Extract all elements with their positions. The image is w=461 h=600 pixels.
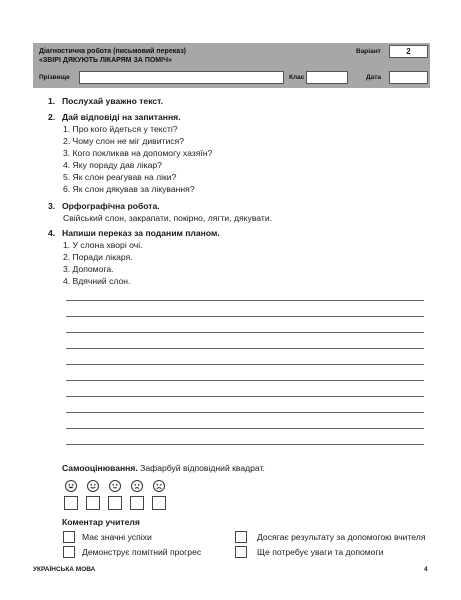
- question-item: 5. Як слон реагував на ліки?: [63, 172, 177, 182]
- task-number: 1.: [48, 96, 56, 106]
- plan-item: 2. Поради лікаря.: [63, 252, 133, 262]
- writing-line[interactable]: [66, 412, 424, 413]
- writing-line[interactable]: [66, 316, 424, 317]
- date-label: Дата: [366, 74, 382, 81]
- comment-checkbox[interactable]: [63, 531, 75, 543]
- big-smile-icon: [65, 480, 77, 492]
- crying-face-icon: [153, 480, 165, 492]
- writing-line[interactable]: [66, 380, 424, 381]
- spelling-words: Свійський слон, закрапати, покірно, лягти, дякувати.: [63, 213, 273, 223]
- writing-line[interactable]: [66, 364, 424, 365]
- variant-field: [389, 45, 428, 58]
- task-number: 3.: [48, 201, 56, 211]
- neutral-face-icon: [109, 480, 121, 492]
- plan-item: 4. Вдячний слон.: [63, 276, 131, 286]
- class-field[interactable]: [306, 71, 348, 84]
- assessment-square[interactable]: [130, 496, 144, 510]
- comment-checkbox[interactable]: [63, 546, 75, 558]
- sad-face-icon: [131, 480, 143, 492]
- writing-line[interactable]: [66, 348, 424, 349]
- writing-line[interactable]: [66, 300, 424, 301]
- writing-line[interactable]: [66, 444, 424, 445]
- task-title: Дай відповіді на запитання.: [62, 112, 181, 122]
- page-number: 4: [424, 566, 428, 573]
- self-assessment-text: Зафарбуй відповідний квадрат.: [137, 463, 265, 473]
- assessment-square[interactable]: [152, 496, 166, 510]
- assessment-square[interactable]: [64, 496, 78, 510]
- comment-option-label: Досягає результату за допомогою вчителя: [257, 532, 426, 542]
- surname-field[interactable]: [79, 71, 284, 84]
- work-type: Діагностична робота (письмовий переказ): [39, 48, 187, 55]
- comment-checkbox[interactable]: [235, 546, 247, 558]
- comment-option-label: Має значні успіхи: [82, 532, 152, 542]
- question-item: 4. Яку пораду дав лікар?: [63, 160, 162, 170]
- writing-line[interactable]: [66, 428, 424, 429]
- question-item: 2. Чому слон не міг дивитися?: [63, 136, 184, 146]
- assessment-square[interactable]: [108, 496, 122, 510]
- work-title: [39, 47, 186, 65]
- writing-line[interactable]: [66, 332, 424, 333]
- assessment-square[interactable]: [86, 496, 100, 510]
- subject-footer: УКРАЇНСЬКА МОВА: [33, 566, 96, 573]
- writing-line[interactable]: [66, 396, 424, 397]
- variant-label: Варіант: [356, 48, 381, 55]
- plan-item: 1. У слона хворі очі.: [63, 240, 143, 250]
- task-number: 4.: [48, 228, 56, 238]
- plan-item: 3. Допомога.: [63, 264, 114, 274]
- header-band: [33, 43, 430, 88]
- task-title: Послухай уважно текст.: [62, 96, 163, 106]
- comment-option-label: Демонструє помітний прогрес: [82, 547, 202, 557]
- work-topic: «ЗВІРІ ДЯКУЮТЬ ЛІКАРЯМ ЗА ПОМІЧ»: [39, 57, 172, 64]
- class-label: Клас: [289, 74, 305, 81]
- question-item: 3. Кого покликав на допомогу хазяїн?: [63, 148, 213, 158]
- task-number: 2.: [48, 112, 56, 122]
- surname-label: Прізвище: [39, 74, 70, 81]
- date-field[interactable]: [389, 71, 428, 84]
- task-title: Напиши переказ за поданим планом.: [62, 228, 220, 238]
- comment-checkbox[interactable]: [235, 531, 247, 543]
- self-assessment-title: Самооцінювання.: [62, 463, 138, 473]
- smile-icon: [87, 480, 99, 492]
- task-title: Орфографічна робота.: [62, 201, 160, 211]
- comment-option-label: Ще потребує уваги та допомоги: [257, 547, 384, 557]
- question-item: 6. Як слон дякував за лікування?: [63, 184, 195, 194]
- variant-value: 2: [406, 47, 411, 56]
- teacher-comment-title: Коментар учителя: [62, 517, 140, 527]
- question-item: 1. Про кого йдеться у тексті?: [63, 124, 178, 134]
- self-assessment: [62, 463, 265, 473]
